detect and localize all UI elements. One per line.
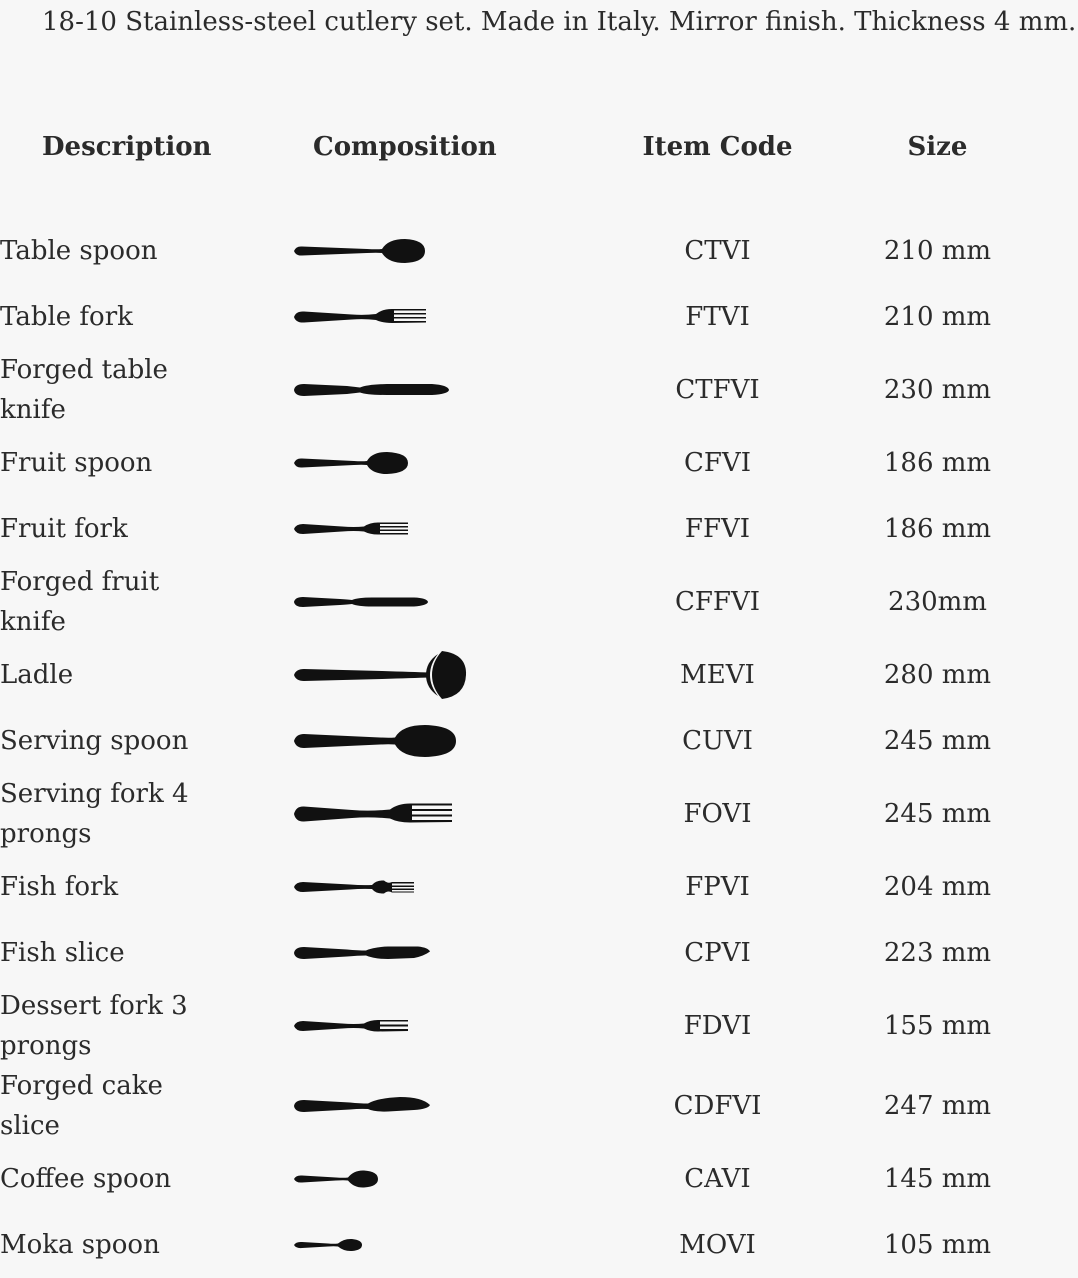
table-row: [0, 854, 1078, 920]
item-code-cell: FPVI: [685, 872, 750, 902]
header-composition: Composition: [313, 132, 497, 162]
table-row: [0, 708, 1078, 774]
table-row: [0, 920, 1078, 986]
table-row: [0, 562, 1078, 642]
size-cell: 155 mm: [883, 1011, 992, 1041]
description-cell: Forged table knife: [0, 355, 168, 425]
table-row: [0, 430, 1078, 496]
description-cell: Table spoon: [0, 236, 158, 266]
description-cell: Fruit spoon: [0, 448, 153, 478]
item-code-cell: CTFVI: [675, 375, 760, 405]
table-row: [0, 642, 1078, 708]
item-code-cell: FTVI: [685, 302, 750, 332]
item-code-cell: CPVI: [684, 938, 751, 968]
fruit-fork-icon: [230, 512, 472, 546]
serving-spoon-icon: [230, 722, 472, 760]
description-cell: Dessert fork 3 prongs: [0, 991, 188, 1061]
description-cell: Forged cake slice: [0, 1071, 163, 1141]
size-cell: 245 mm: [883, 726, 992, 756]
ladle-icon: [230, 648, 472, 702]
table-row: [0, 986, 1078, 1066]
header-description: Description Composition: [0, 116, 640, 178]
size-cell: 247 mm: [883, 1091, 992, 1121]
item-code-cell: CDFVI: [673, 1091, 762, 1121]
size-cell: 105 mm: [883, 1230, 992, 1260]
item-code-cell: FDVI: [683, 1011, 752, 1041]
serving-fork-icon: [230, 796, 472, 832]
size-cell: 204 mm: [883, 872, 992, 902]
description-cell: Ladle: [0, 660, 74, 690]
product-intro: 18-10 Stainless-steel cutlery set. Made in Italy. Mirror finish. Thickness 4 mm.: [42, 7, 1077, 37]
table-row: [0, 774, 1078, 854]
item-code-cell: MEVI: [680, 660, 755, 690]
fruit-knife-icon: [230, 585, 472, 619]
table-row: [0, 1066, 1078, 1146]
item-code-cell: CTVI: [684, 236, 751, 266]
description-cell: Fish fork: [0, 872, 119, 902]
cake-slice-icon: [230, 1089, 472, 1123]
table-row: [0, 496, 1078, 562]
description-cell: Forged fruit knife: [0, 567, 160, 637]
item-code-cell: CFFVI: [674, 587, 761, 617]
table-knife-icon: [230, 373, 472, 407]
item-code-cell: CUVI: [682, 726, 753, 756]
table-row: [0, 284, 1078, 350]
size-cell: 280 mm: [883, 660, 992, 690]
fish-slice-icon: [230, 936, 472, 970]
size-cell: 186 mm: [883, 514, 992, 544]
item-code-cell: FOVI: [683, 799, 752, 829]
table-row: [0, 350, 1078, 430]
item-code-cell: FFVI: [684, 514, 751, 544]
description-cell: Moka spoon: [0, 1230, 160, 1260]
size-cell: 230mm: [888, 587, 987, 617]
fruit-spoon-icon: [230, 446, 472, 480]
description-cell: Coffee spoon: [0, 1164, 172, 1194]
table-row: [0, 218, 1078, 284]
size-cell: 245 mm: [883, 799, 992, 829]
coffee-spoon-icon: [230, 1162, 472, 1196]
description-cell: Fish slice: [0, 938, 125, 968]
table-row: [0, 1212, 1078, 1278]
size-cell: 223 mm: [883, 938, 992, 968]
item-code-cell: CFVI: [684, 448, 751, 478]
item-code-cell: CAVI: [684, 1164, 751, 1194]
size-cell: 186 mm: [883, 448, 992, 478]
size-cell: 145 mm: [883, 1164, 992, 1194]
description-cell: Table fork: [0, 302, 133, 332]
table-row: [0, 1146, 1078, 1212]
item-code-cell: MOVI: [679, 1230, 756, 1260]
size-cell: 230 mm: [883, 375, 992, 405]
moka-spoon-icon: [230, 1228, 472, 1262]
description-cell: Fruit fork: [0, 514, 128, 544]
size-cell: 210 mm: [883, 236, 992, 266]
size-cell: 210 mm: [883, 302, 992, 332]
header-size: Size: [907, 132, 968, 162]
table-fork-icon: [230, 300, 472, 334]
dessert-fork-icon: [230, 1009, 472, 1043]
table-header-row: [0, 116, 1078, 178]
fish-fork-icon: [230, 870, 472, 904]
table-spoon-icon: [230, 234, 472, 268]
header-item-code: Item Code: [642, 132, 793, 162]
description-cell: Serving fork 4 prongs: [0, 779, 189, 849]
description-cell: Serving spoon: [0, 726, 189, 756]
cutlery-spec-table: [0, 116, 1078, 1278]
